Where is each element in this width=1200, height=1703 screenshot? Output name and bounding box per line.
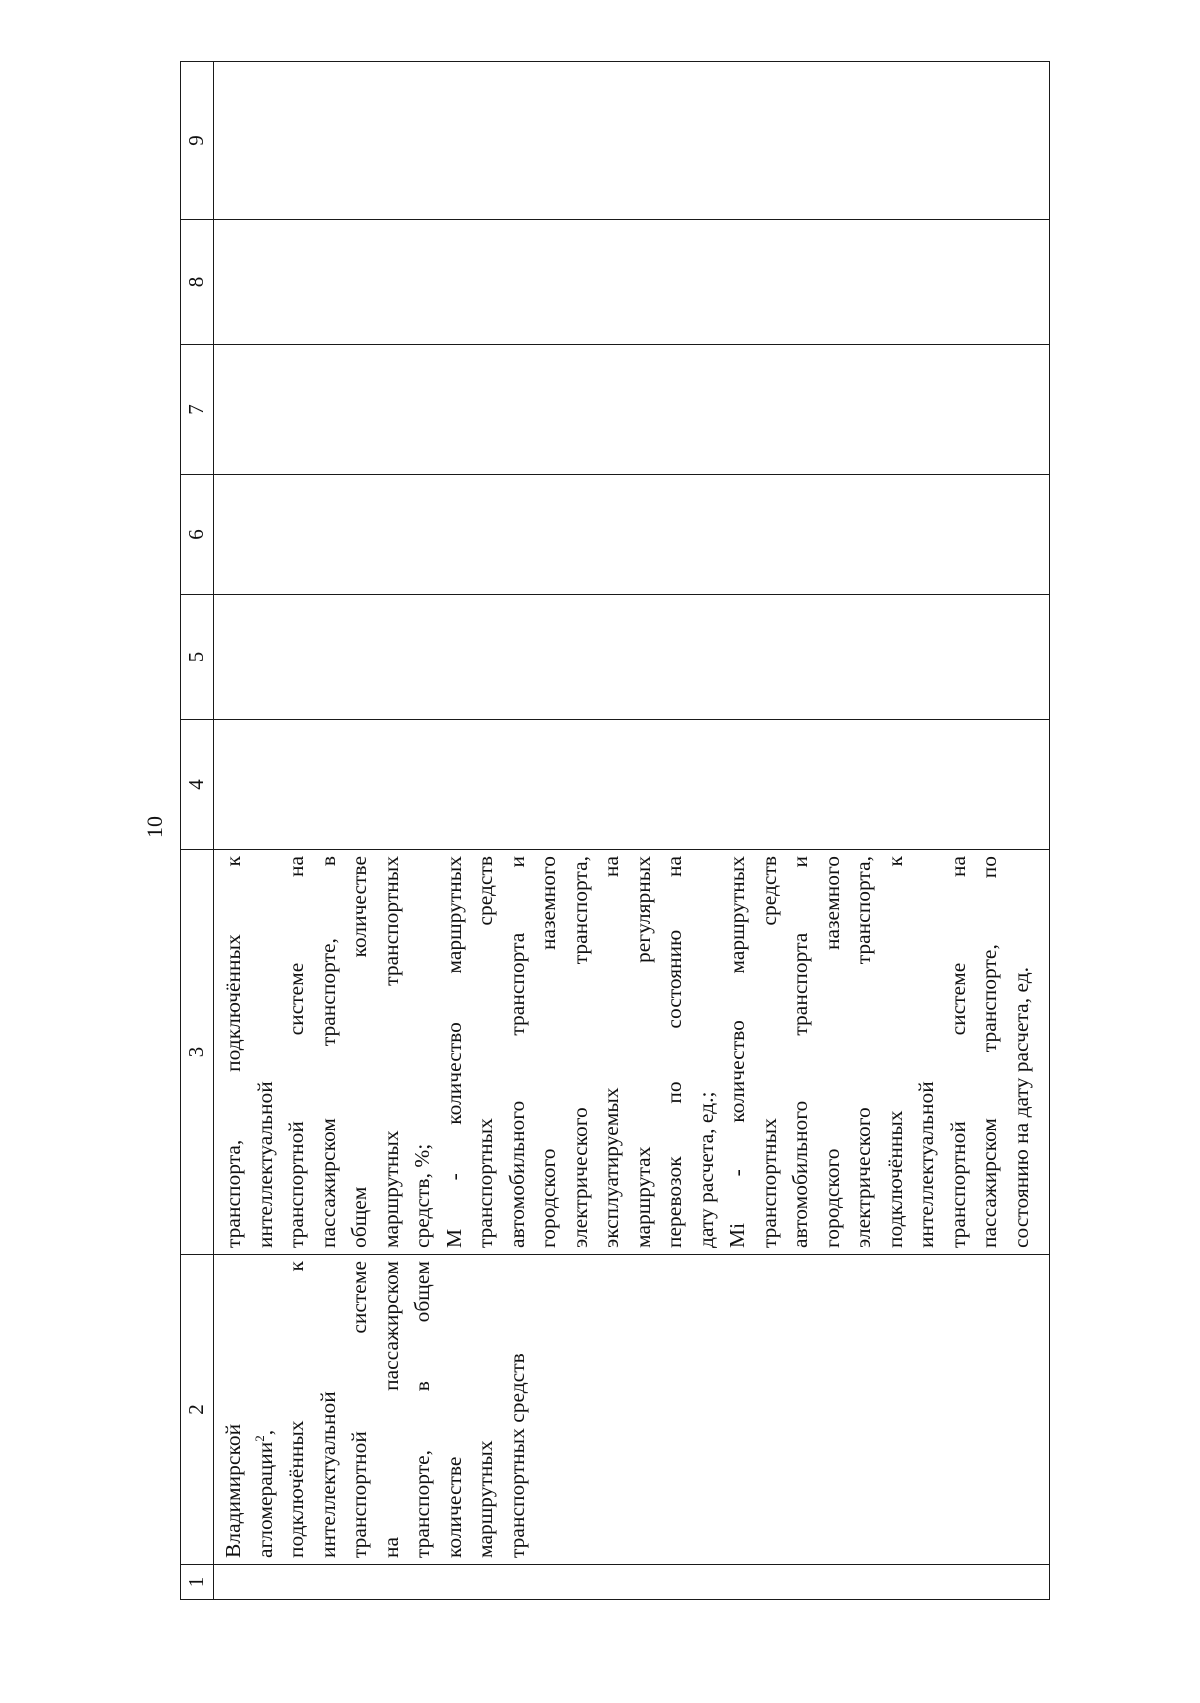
cell-calculation-method (214, 850, 1050, 1255)
header-col-6: 6 (181, 475, 214, 595)
text-line: Mi - количество маршрутных (725, 856, 749, 1248)
text-line: количестве (441, 1456, 466, 1558)
text-line: маршрутах регулярных (630, 856, 655, 1248)
cell-col-5 (214, 595, 1050, 720)
text-line: транспортной системе на (945, 856, 970, 1248)
text-line: транспорте, в общем (410, 1261, 434, 1558)
text-line: транспортных средств (504, 1353, 529, 1558)
text-line: маршрутных (473, 1440, 497, 1558)
cell-col-4 (214, 720, 1050, 850)
text-line: электрического транспорта, (567, 856, 592, 1248)
calculation-method-text (214, 850, 1037, 1254)
text-line: городского наземного (536, 856, 560, 1248)
text-line: состоянию на дату расчета, ед. (1008, 966, 1033, 1248)
text-line: дату расчета, ед.; (693, 1091, 718, 1248)
text-line: пассажирском транспорте, по (977, 856, 1001, 1248)
text-line: общем количестве (347, 856, 371, 1248)
table-row (214, 62, 1050, 1600)
text-line: подключённых к (284, 1261, 308, 1558)
header-col-9: 9 (181, 62, 214, 220)
header-col-2: 2 (181, 1255, 214, 1565)
header-col-1: 1 (181, 1565, 214, 1600)
text-line: транспортной системе на (284, 856, 308, 1248)
cell-col-8 (214, 220, 1050, 345)
text-line: перевозок по состоянию на (662, 856, 686, 1248)
header-col-7: 7 (181, 345, 214, 475)
text-line: автомобильного транспорта и (504, 856, 529, 1248)
text-line: электрического транспорта, (851, 856, 875, 1248)
text-line: на пассажирском (378, 1261, 403, 1558)
text-line: маршрутных транспортных (378, 856, 403, 1248)
cell-col-6 (214, 475, 1050, 595)
page-number: 10 (142, 816, 167, 838)
footnote-marker: 2 (251, 1435, 267, 1442)
cell-col-9 (214, 62, 1050, 220)
text-line: городского наземного (819, 856, 844, 1248)
text-line: транспортных средств (473, 856, 497, 1248)
text-line: пассажирском транспорте, в (315, 856, 340, 1248)
text-line: транспорта, подключённых к (221, 856, 245, 1248)
cell-indicator-name (214, 1255, 1050, 1565)
header-row (181, 62, 214, 1600)
text-line: средств, %; (410, 1143, 434, 1248)
text-line: транспортных средств (756, 856, 781, 1248)
cell-col-7 (214, 345, 1050, 475)
text-line: интеллектуальной (914, 1081, 938, 1248)
text-line: интеллектуальной (315, 1391, 340, 1558)
header-col-3: 3 (181, 850, 214, 1255)
text-line: агломерации$^2$, (251, 1429, 277, 1558)
text-line: транспортной системе (347, 1261, 371, 1558)
text-line: автомобильного транспорта и (788, 856, 812, 1248)
text-line: интеллектуальной (252, 1081, 277, 1248)
text-line: эксплуатируемых на (599, 856, 623, 1248)
text-line: подключённых к (882, 856, 907, 1248)
cell-number (214, 1565, 1050, 1600)
header-col-5: 5 (181, 595, 214, 720)
indicator-name-text (214, 1255, 533, 1564)
text-line: Владимирской (221, 1423, 245, 1558)
header-col-4: 4 (181, 720, 214, 850)
indicator-table (180, 61, 1050, 1600)
text-line: М - количество маршрутных (441, 856, 466, 1248)
header-col-8: 8 (181, 220, 214, 345)
rotated-table-container (180, 62, 1050, 1600)
